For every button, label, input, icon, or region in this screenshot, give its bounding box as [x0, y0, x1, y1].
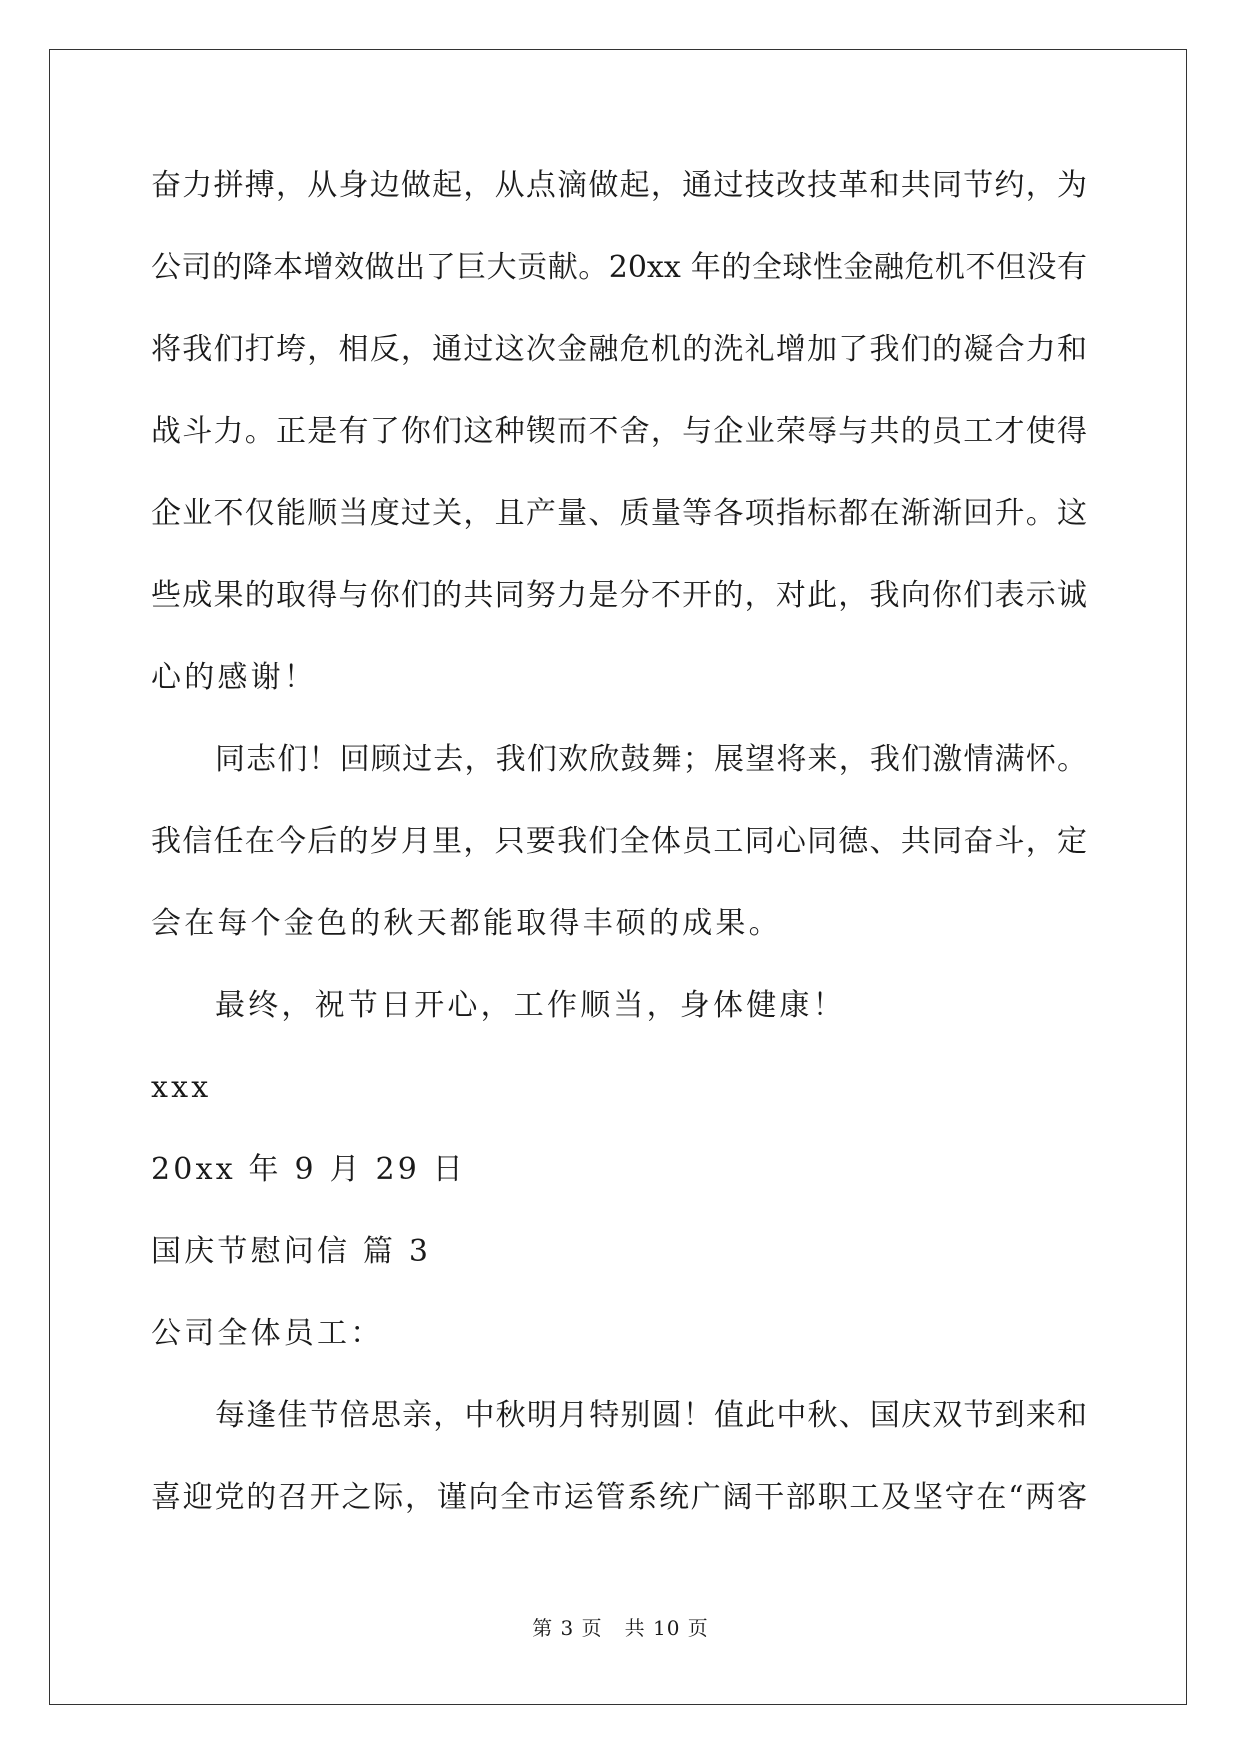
- text-line: 奋力拼搏，从身边做起，从点滴做起，通过技改技革和共同节约，为: [151, 168, 1087, 203]
- page-total: 共 10 页: [624, 1616, 709, 1640]
- letter-date: 20xx 年 9 月 29 日: [151, 1152, 466, 1187]
- paragraph-start-line: 每逢佳节倍思亲，中秋明月特别圆！值此中秋、国庆双节到来和: [215, 1398, 1087, 1433]
- text-line: 企业不仅能顺当度过关，且产量、质量等各项指标都在渐渐回升。这: [151, 496, 1087, 531]
- text-line: 些成果的取得与你们的共同努力是分不开的，对此，我向你们表示诚: [151, 578, 1087, 613]
- salutation: 公司全体员工：: [151, 1316, 384, 1351]
- section-heading: 国庆节慰问信 篇 3: [151, 1234, 432, 1269]
- text-line: 喜迎党的召开之际，谨向全市运管系统广阔干部职工及坚守在“两客: [151, 1480, 1087, 1515]
- text-line: 公司的降本增效做出了巨大贡献。20xx 年的全球性金融危机不但没有: [151, 250, 1087, 285]
- text-line: 战斗力。正是有了你们这种锲而不舍，与企业荣辱与共的员工才使得: [151, 414, 1087, 449]
- text-line: 将我们打垮，相反，通过这次金融危机的洗礼增加了我们的凝合力和: [151, 332, 1087, 367]
- signature: xxx: [151, 1070, 212, 1105]
- text-line: 我信任在今后的岁月里，只要我们全体员工同心同德、共同奋斗，定: [151, 824, 1087, 859]
- page-footer: [0, 1612, 1241, 1641]
- page-number: 第 3 页: [532, 1616, 603, 1640]
- closing-wishes: 最终，祝节日开心，工作顺当，身体健康！: [215, 988, 846, 1023]
- text-line: 心的感谢！: [151, 660, 317, 695]
- text-line: 会在每个金色的秋天都能取得丰硕的成果。: [151, 906, 782, 941]
- paragraph-start-line: 同志们！回顾过去，我们欢欣鼓舞；展望将来，我们激情满怀。: [215, 742, 1087, 777]
- document-body: [151, 145, 1087, 1539]
